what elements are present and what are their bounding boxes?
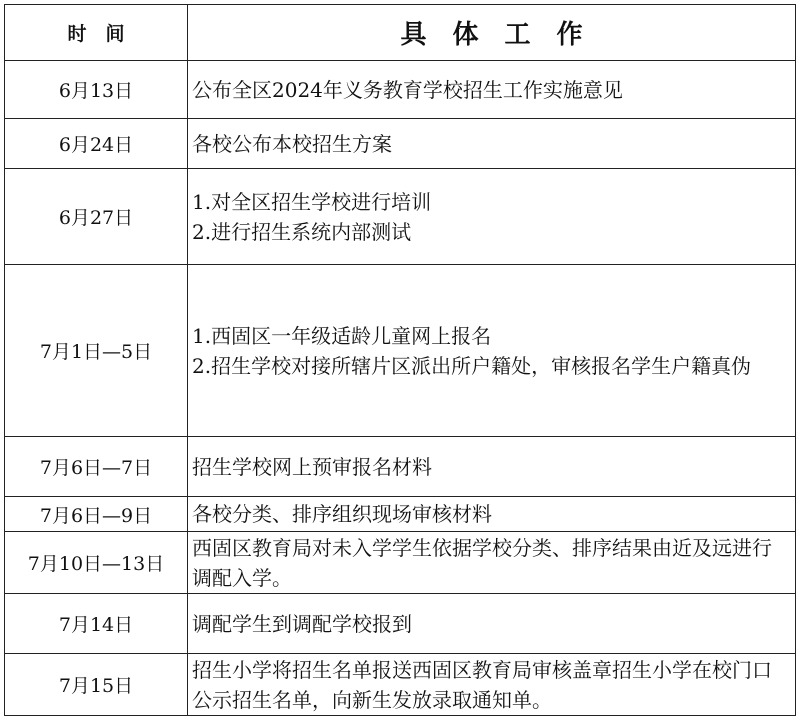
table-row — [5, 169, 796, 265]
work-cell — [188, 437, 796, 497]
work-cell — [188, 265, 796, 437]
date-cell: 7月6日—7日 — [5, 437, 188, 497]
work-cell — [188, 169, 796, 265]
table-row — [5, 497, 796, 532]
date-cell: 7月15日 — [5, 654, 188, 716]
date-cell: 7月6日—9日 — [5, 497, 188, 532]
work-cell — [188, 61, 796, 119]
table-row — [5, 119, 796, 169]
table-row — [5, 594, 796, 654]
work-line: 公布全区2024年义务教育学校招生工作实施意见 — [192, 77, 623, 102]
work-line: 招生小学将招生名单报送西固区教育局审核盖章招生小学在校门口公示招生名单，向新生发放录取通知单。 — [192, 657, 772, 712]
date-cell: 6月27日 — [5, 169, 188, 265]
header-work: 具 体 工 作 — [188, 5, 796, 61]
table-row — [5, 61, 796, 119]
table-row — [5, 532, 796, 594]
work-line: 西固区教育局对未入学学生依据学校分类、排序结果由近及远进行调配入学。 — [192, 535, 772, 590]
table-header-row — [5, 5, 796, 61]
schedule-table — [4, 4, 796, 716]
work-line: 1.对全区招生学校进行培训 — [192, 189, 432, 214]
table-row — [5, 654, 796, 716]
work-line: 1.西固区一年级适龄儿童网上报名 — [192, 323, 492, 348]
work-cell — [188, 119, 796, 169]
work-line: 各校分类、排序组织现场审核材料 — [192, 502, 492, 526]
work-cell — [188, 594, 796, 654]
work-line: 2.进行招生系统内部测试 — [192, 219, 412, 244]
header-time: 时 间 — [5, 5, 188, 61]
work-line: 招生学校网上预审报名材料 — [192, 454, 432, 479]
date-cell: 7月10日—13日 — [5, 532, 188, 594]
work-cell — [188, 654, 796, 716]
work-line: 2.招生学校对接所辖片区派出所户籍处，审核报名学生户籍真伪 — [192, 353, 752, 378]
work-cell — [188, 497, 796, 532]
work-line: 调配学生到调配学校报到 — [192, 611, 412, 636]
table-row — [5, 265, 796, 437]
work-line: 各校公布本校招生方案 — [192, 131, 392, 156]
date-cell: 6月24日 — [5, 119, 188, 169]
date-cell: 7月1日—5日 — [5, 265, 188, 437]
table-row — [5, 437, 796, 497]
date-cell: 7月14日 — [5, 594, 188, 654]
date-cell: 6月13日 — [5, 61, 188, 119]
work-cell — [188, 532, 796, 594]
